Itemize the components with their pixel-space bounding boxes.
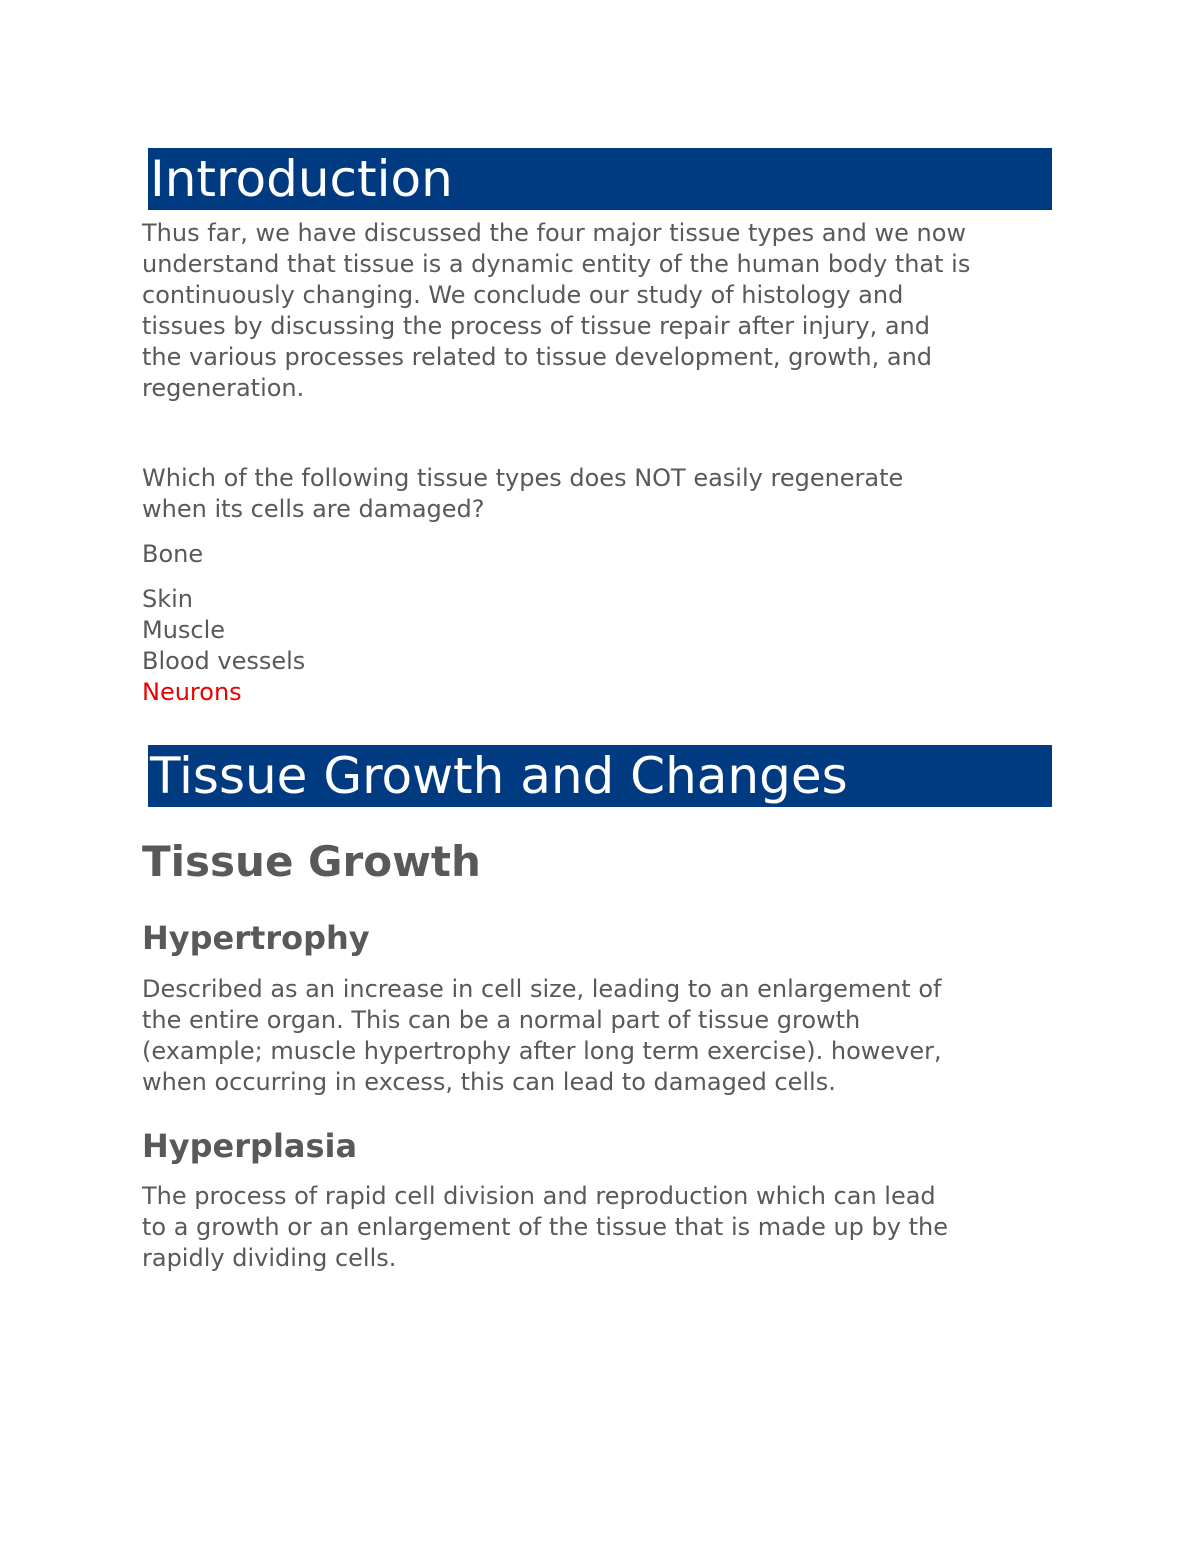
question-line: Which of the following tissue types does NOT easily regenerate (142, 464, 904, 492)
intro-line: the various processes related to tissue development, growth, and (142, 343, 933, 371)
hyperplasia-line: to a growth or an enlargement of the tissue that is made up by the (142, 1213, 948, 1241)
option-muscle: Muscle (142, 616, 226, 644)
introduction-banner (148, 148, 1052, 210)
intro-line: Thus far, we have discussed the four major tissue types and we now (142, 219, 967, 247)
question-prompt (142, 463, 1082, 525)
option-bone: Bone (142, 540, 204, 568)
introduction-heading: Introduction (150, 150, 453, 208)
option-blood-vessels: Blood vessels (142, 647, 306, 675)
hyperplasia-heading: Hyperplasia (142, 1127, 358, 1165)
intro-line: continuously changing. We conclude our study of histology and (142, 281, 904, 309)
hyperplasia-paragraph (142, 1181, 1082, 1274)
intro-line: tissues by discussing the process of tissue repair after injury, and (142, 312, 931, 340)
hypertrophy-paragraph (142, 974, 1082, 1098)
hypertrophy-line: Described as an increase in cell size, leading to an enlargement of (142, 975, 942, 1003)
hypertrophy-line: (example; muscle hypertrophy after long term exercise). however, (142, 1037, 942, 1065)
intro-line: regeneration. (142, 374, 305, 402)
hypertrophy-line: the entire organ. This can be a normal part of tissue growth (142, 1006, 861, 1034)
option-skin: Skin (142, 585, 194, 613)
tissue-growth-heading: Tissue Growth (142, 837, 481, 886)
hypertrophy-line: when occurring in excess, this can lead to damaged cells. (142, 1068, 836, 1096)
question-line: when its cells are damaged? (142, 495, 485, 523)
tissue-growth-changes-heading: Tissue Growth and Changes (150, 747, 848, 805)
hypertrophy-heading: Hypertrophy (142, 919, 370, 957)
hyperplasia-line: The process of rapid cell division and reproduction which can lead (142, 1182, 936, 1210)
tissue-growth-changes-banner (148, 745, 1052, 807)
hyperplasia-line: rapidly dividing cells. (142, 1244, 397, 1272)
intro-paragraph (142, 218, 1082, 404)
intro-line: understand that tissue is a dynamic entity of the human body that is (142, 250, 971, 278)
option-neurons-correct-answer: Neurons (142, 678, 242, 706)
